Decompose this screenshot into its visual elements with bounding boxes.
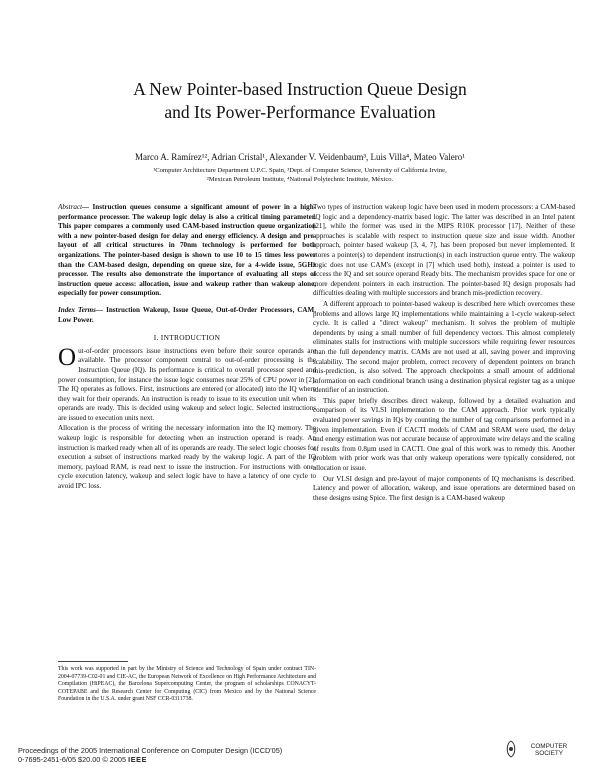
affiliations [0, 166, 600, 184]
logo-line-2: SOCIETY [534, 750, 564, 758]
ieee-mark: IEEE [128, 755, 148, 765]
intro-paragraph-1-text: ut-of-order processors issue instructions even before their source operands are available. The processor component central to out-of-order processing is the Instruction Queue (IQ). Its performance is critical to overall processor speed and power consumption, for instance the issue logic consumes near 25% of CPU power in [2]. The IQ operates as follows. First, instructions are entered (or allocated) into the IQ where they wait for their operands. An instruction is ready to issue to its execution unit when its operands are ready. This is decided using wakeup and select logic. Selected instructions are issued to execution units next. [58, 346, 316, 422]
right-column [313, 203, 575, 504]
funding-footnote: This work was supported in part by the Ministry of Science and Technology of Spain under contract TIN-2004-07739-C02-01 and CIE-AC, the European Network of Excellence on High Performance Architecture and Compilation (HiPEAC), the Barcelona Supercomputing Center, the program of scholarships CONACYT-COTEPABE and the Research Center for Computing (CIC) from Mexico and by the National Science Foundation in the U.S.A. under grant NSF CCR-0311738. [58, 666, 316, 703]
section-heading-introduction: I. INTRODUCTION [153, 333, 221, 343]
computer-society-emblem-icon [504, 740, 518, 758]
title-line-1: A New Pointer-based Instruction Queue Design [133, 79, 467, 99]
proceedings-line: Proceedings of the 2005 International Conference on Computer Design (ICCD'05) [18, 746, 283, 755]
abstract-lead: Abstract [58, 203, 83, 211]
page-footer [18, 746, 282, 765]
intro-paragraph-1 [58, 343, 316, 424]
body-paragraph-4: Our VLSI design and pre-layout of major components of IQ mechanisms is described. Latency and power of allocation, wakeup, and issue operations are determined based on these designs using Spice. The first design is a CAM-based wakeup [313, 474, 575, 502]
logo-line-1: COMPUTER [530, 743, 568, 750]
isbn-text: 0-7695-2451-6/05 $20.00 © 2005 [18, 755, 127, 765]
abstract-body: Instruction queues consume a significant amount of power in a high-performance processor. The wakeup logic delay is also a critical timing parameter. This paper compares a commonly used CAM-based instruction queue organization with a new pointer-based design for delay and energy efficiency. A design and pre-layout of all critical structures in 70nm technology is performed for both organizations. The pointer-based design is shown to use 10 to 15 times less power than the CAM-based design, depending on queue size, for a 4-wide issue, 5GHz processor. The results also demonstrate the importance of evaluating all steps of instruction queue access: allocation, issue and wakeup rather than wakeup alone, especially for power consumption. [58, 203, 316, 298]
title-line-2: and Its Power-Performance Evaluation [164, 102, 436, 122]
paper-title [0, 78, 600, 124]
isbn-line [18, 755, 282, 764]
affiliation-line-1: ¹Computer Architecture Department U.P.C. Spain, ³Dept. of Computer Science, University of California Irvine, [153, 167, 447, 174]
drop-cap: O [58, 343, 77, 371]
left-column [58, 203, 316, 493]
index-terms: Index Terms— Instruction Wakeup, Issue Queue, Out-of-Order Processors, CAM, Low Power. [58, 305, 317, 324]
affiliation-line-2: ²Mexican Petroleum Institute, ⁴National Polytechnic Institute, México. [206, 176, 394, 183]
footnote-rule [58, 661, 128, 662]
intro-paragraph-2: Allocation is the process of writing the necessary information into the IQ memory. The wakeup logic is responsible for detecting when an instruction operand is ready. An instruction is marked ready when all of its operands are ready. The select logic chooses for execution a subset of instructions marked ready by the wakeup logic. A part of the IQ memory, payload RAM, is read next to issue the instruction. For instructions with one-cycle execution latency, wakeup and select logic have to have a latency of one cycle to avoid IPC loss. [58, 424, 316, 491]
author-list: Marco A. Ramírez¹², Adrian Cristal¹, Alexander V. Veidenbaum³, Luis Villa⁴, Mateo Valero¹ [135, 152, 465, 162]
index-terms-lead: Index Terms [58, 305, 96, 314]
index-terms-body: Instruction Wakeup, Issue Queue, Out-of-Order Processors, CAM, Low Power. [58, 305, 317, 324]
body-paragraph-3: This paper briefly describes direct wakeup, followed by a detailed evaluation and comparison of its VLSI implementation to the CAM approach. Prior work typically evaluated power savings in IQs by counting the number of tag comparisons performed in a given implementation. Even if CACTI models of CAM and SRAM were used, the delay and energy estimation was not accurate because of approximate wire delays and the scaling of results from 0.8µm used in CACTI. One goal of this work was to remedy this. Another problem with prior work was that only wakeup operations were typically considered, not allocation or issue. [313, 396, 575, 473]
body-paragraph-2: A different approach to pointer-based wakeup is described here which overcomes these problems and allows large IQ implementations while maintaining a 1-cycle wakeup-select cycle. It is called a "direct wakeup" mechanism. It solves the problem of multiple dependents by using a small number of full dependency vectors. This almost completely eliminates stalls for instructions with multiple successors while requiring fewer resources than the full dependency matrix. CAMs are not used at all, saving power and improving scalability. The second major problem, correct recovery of dependent pointers on branch mis-prediction, is also solved. The approach checkpoints a small amount of additional information on each conditional branch using a destination physical register tag as a unique identifier of an instruction. [313, 299, 575, 395]
abstract: Abstract— Instruction queues consume a significant amount of power in a high-performance processor. The wakeup logic delay is also a critical timing parameter. This paper compares a commonly used CAM-based instruction queue organization with a new pointer-based design for delay and energy efficiency. A design and pre-layout of all critical structures in 70nm technology is performed for both organizations. The pointer-based design is shown to use 10 to 15 times less power than the CAM-based design, depending on queue size, for a 4-wide issue, 5GHz processor. The results also demonstrate the importance of evaluating all steps of instruction queue access: allocation, issue and wakeup rather than wakeup alone, especially for power consumption. [58, 203, 316, 298]
computer-society-logo [514, 743, 584, 758]
body-paragraph-1: Two types of instruction wakeup logic have been used in modern processors: a CAM-based IQ logic and a dependency-matrix based logic. The latter was described in an Intel patent [21], while the former was used in the MIPS R10K processor [17]. Neither of these approaches is scalable with respect to instruction queue size and issue width. Another approach, pointer based wakeup [3, 4, 7], has been proposed but never implemented. It stores a pointer(s) to dependent instruction(s) in each instruction queue entry. The wakeup logic does not use CAM's (except in [7] which used both), instead a pointer is used to access the IQ and set source operand Ready bits. The mechanism provides space for one or more dependent pointers in each instruction. The pointer-based IQ design proposals had difficulties dealing with multiple successors and branch mis-prediction recovery. [313, 203, 575, 298]
